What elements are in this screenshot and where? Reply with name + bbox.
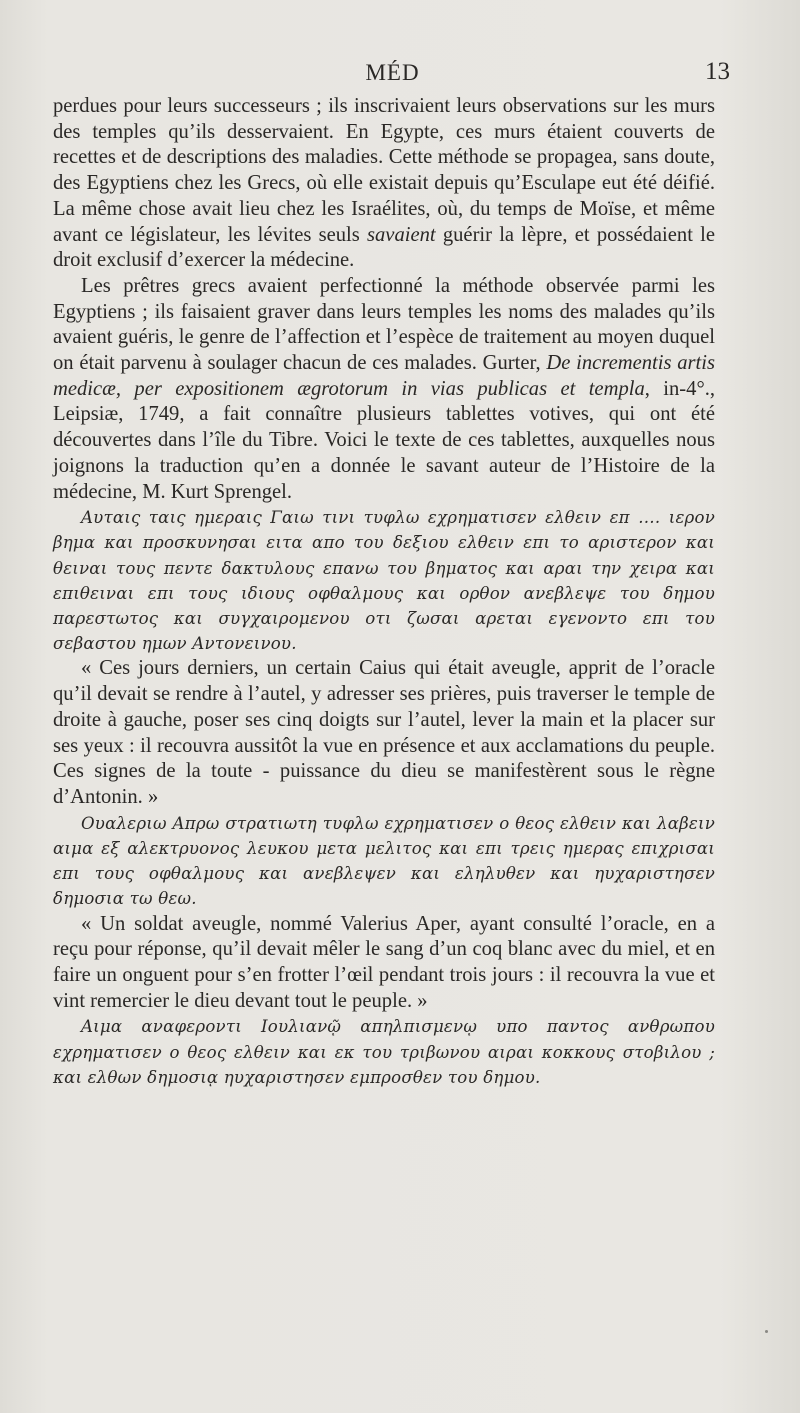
paragraph-priests [53,274,715,505]
page-text [53,94,715,1090]
paragraph-intro [53,94,715,274]
book-title: De incrementis artis medicæ, per expositionem ægrotorum in vias publicas et templa [53,352,715,400]
paragraph-priests-start: Les prêtres grecs avaient perfectionné la méthode observée parmi les Egyptiens ; ils faisaient graver dans leurs temples les noms des malades qu’ils avaient guéris, le genre de l’affection et l’espèce de traitement au moyen duquel on était parvenu à soulager chacun de ces malades. Gurter, [53,274,715,375]
paragraph-intro-tail: guérir la lèpre, et possédaient le droit exclusif d’exercer la médecine. [53,223,715,272]
paragraph-priests-end: , in-4°., Leipsiæ, 1749, a fait connaître plusieurs tablettes votives, qui ont été découvertes dans l’île du Tibre. Voici le texte de ces tablettes, auxquelles nous joignons la traduction qu’en a donnée le savant auteur de l’Histoire de la médecine, M. Kurt Sprengel. [53,377,715,503]
greek-inscription-3: Αιμα αναφεροντι Ιουλιανῷ απηλπισμενῳ υπο παντος ανθρωπου εχρηματισεν ο θεος ελθειν και εκ του τριβωνου αιραι κοκκους στοβιλου ; και ελθων δημοσιᾳ ηυχαριστησεν εμπροσθεν του δημου. [53,1017,715,1087]
translation-2: « Un soldat aveugle, nommé Valerius Aper, ayant consulté l’oracle, en a reçu pour réponse, qu’il devait mêler le sang d’un coq blanc avec du miel, et en faire un onguent pour s’en frotter l’œil pendant trois jours : il recouvra la vue et vint remercier le dieu devant tout le peuple. » [53,912,715,1012]
paper-speck [765,1330,768,1333]
greek-inscription-1: Αυταις ταις ημεραις Γαιω τινι τυφλω εχρηματισεν ελθειν επ …. ιερον βημα και προσκυνησαι ειτα απο του δεξιου ελθειν επι το αριστερον και θειναι τους πεντε δακτυλους επανω του βηματος και αραι την χειρα και επιθειναι επι τους ιδιους οφθαλμους και ορθον ανεβλεψε του δημου παρεστωτος και συγχαιρομενου οτι ζωσαι αρεται εγενοντο επι του σεβαστου ημων Αντονεινου. [53,508,715,654]
page-number: 13 [705,58,730,85]
greek-inscription-2: Ουαλεριω Απρω στρατιωτη τυφλω εχρηματισεν ο θεος ελθειν και λαβειν αιμα εξ αλεκτρυονος λευκου μετα μελιτος και επι τρεις ημερας επιχρισαι επι τους οφθαλμους και ανεβλεψεν και εληλυθεν και ηυχαριστησεν δημοσια τω θεω. [53,813,715,909]
page-header [55,58,730,92]
italic-savaient: savaient [367,223,436,246]
running-head: MÉD [365,60,420,85]
paragraph-intro-text: perdues pour leurs successeurs ; ils inscrivaient leurs observations sur les murs des temples qu’ils desservaient. En Egypte, ces murs étaient couverts de recettes et de descriptions des maladies. Cette méthode se propagea, sans doute, des Egyptiens chez les Grecs, où elle existait depuis qu’Esculape eut été déifié. La même chose avait lieu chez les Israélites, où, du temps de Moïse, et même avant ce législateur, les lévites seuls [53,95,715,246]
translation-1: « Ces jours derniers, un certain Caius qui était aveugle, apprit de l’oracle qu’il devait se rendre à l’autel, y adresser ses prières, puis traverser le temple de droite à gauche, poser ses cinq doigts sur l’autel, lever la main et la placer sur ses yeux : il recouvra aussitôt la vue en présence et aux acclamations du peuple. Ces signes de la toute - puissance du dieu se manifestèrent sous le règne d’Antonin. » [53,657,715,808]
